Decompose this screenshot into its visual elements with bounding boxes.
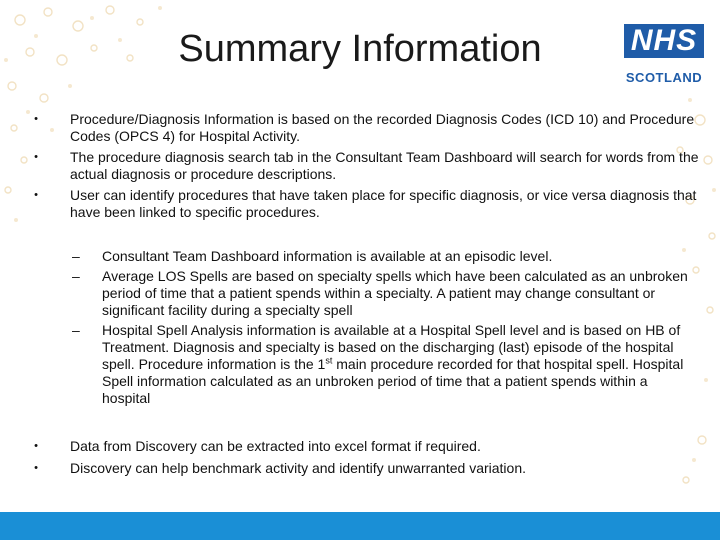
sub-bullet-text: Consultant Team Dashboard information is available at an episodic level. [102,248,553,264]
nhs-logo-mark: NHS [624,24,704,58]
ordinal-suffix: st [325,355,333,366]
bottom-bullet-list [30,438,702,481]
bullet-dot-icon: • [34,189,38,201]
nhs-scotland-logo [618,24,710,90]
nhs-logo-subtitle: SCOTLAND [625,70,703,85]
sub-bullet-text-part: Hospital Spell Analysis information is available at a Hospital Spell level and is based on HB of Treatment. Diagnosis and specialty is based on the discharging (last) episode of the hospital spell. Procedure information is the 1 [102,322,681,372]
dash-marker-icon: – [72,268,80,284]
footer-bar [0,512,720,540]
sub-bullet-item [72,322,692,407]
bullet-item [30,438,702,455]
bullet-item [30,187,702,220]
sub-bullet-text [102,322,683,406]
bullet-dot-icon: • [34,151,38,163]
bullet-text: User can identify procedures that have taken place for specific diagnosis, or vice versa diagnosis that have been linked to specific procedures. [70,187,697,220]
sub-bullet-text-part: main procedure recorded for that hospital spell. Hospital Spell information calculated as an unbroken period of time that a patient spends within a hospital [102,356,684,406]
dash-marker-icon: – [72,322,80,338]
top-bullet-list [30,111,702,225]
bullet-dot-icon: • [34,113,38,125]
dash-marker-icon: – [72,248,80,264]
sub-bullet-text: Average LOS Spells are based on specialty spells which have been calculated as an unbroken period of time that a patient spends within a specialty. A patient may change consultant or significant facility during a specialty spell [102,268,688,318]
bullet-text: Data from Discovery can be extracted into excel format if required. [70,438,481,454]
sub-bullet-item [72,248,692,265]
sub-bullet-item [72,268,692,319]
bullet-dot-icon: • [34,440,38,452]
bullet-item [30,149,702,182]
bullet-dot-icon: • [34,461,38,474]
bullet-item [30,460,702,477]
bullet-text: Discovery can help benchmark activity and identify unwarranted variation. [70,459,527,476]
slide-title: Summary Information [178,28,542,70]
bullet-text: Procedure/Diagnosis Information is based on the recorded Diagnosis Codes (ICD 10) and Procedure Codes (OPCS 4) for Hospital Activity. [70,111,695,144]
bullet-item [30,111,702,144]
sub-bullet-list [72,248,692,410]
bullet-text: The procedure diagnosis search tab in the Consultant Team Dashboard will search for words from the actual diagnosis or procedure descriptions. [70,149,699,182]
